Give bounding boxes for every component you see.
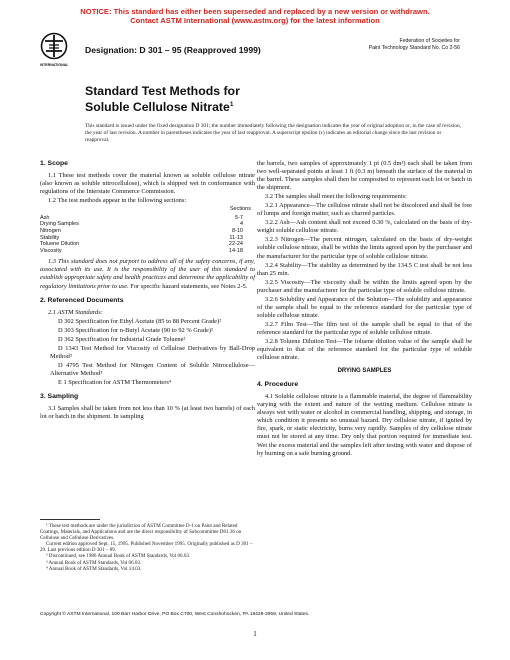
left-column: [40, 160, 255, 422]
paragraph-3-2-1: 3.2.1 Appearance—The cellulose nitrate shall not be discolored and shall be free of lumps and foreign matter, such as charred particles.: [257, 202, 472, 218]
section-number: 22-24: [228, 241, 243, 248]
title-line-1: Standard Test Methods for: [85, 84, 240, 98]
paragraph-4-1: 4.1 Soluble cellulose nitrate is a flammable material, the degree of flammability varying with the extent and nature of the wetting medium. Cellulose nitrate is always wet with water or alcohol in commercial handling, shipping, and storage, in which condition it presents no unusual hazard. Dry cellulose nitrate, if ignited by fire, spark, or static electricity, burns very rapidly. Samples of dry cellulose nitrate must not be stored at any time. Dry only that portion required for immediate test. Wet the excess material and the samples left after testing with water and dispose of by burning on a safe burning ground.: [257, 393, 472, 457]
section-sampling-heading: 3. Sampling: [40, 393, 79, 401]
reference-item: D 302 Specification for Ethyl Acetate (85 to 88 Percent Grade)²: [58, 317, 222, 325]
title-text: Soluble Cellulose Nitrate: [85, 100, 230, 115]
notice-line-1: NOTICE: This standard has either been superseded and replaced by a new version or withdrawn.: [80, 7, 430, 16]
federation-line-2: Paint Technology Standard No. Co 2-56: [368, 44, 460, 51]
footnote-item: ¹ These test methods are under the jurisdiction of ASTM Committee D-1 on Paint and Related Coatings, Materials, and Applications and are the direct responsibility of Subcommittee D01.36 on Cellulose and Cellulose Derivatives.: [40, 523, 242, 542]
section-name: Nitrogen: [40, 228, 61, 235]
designation: Designation: D 301 – 95 (Reapproved 1999): [85, 45, 261, 55]
footnote-item: Current edition approved Sept. 15, 1995. Published November 1995. Originally published as D 301 – 29. Last previous edition D 301 – 89.: [40, 541, 253, 554]
sections-row: [40, 228, 255, 235]
footnote-item: ² Discontinued, see 1986 Annual Book of ASTM Standards, Vol 06.03.: [46, 553, 191, 560]
section-number: 4: [239, 221, 243, 228]
footnote-item: ⁴ Annual Book of ASTM Standards, Vol 14.03.: [46, 565, 142, 572]
section-name: Stability: [40, 234, 60, 241]
section-number: 14-18: [228, 247, 243, 254]
reference-item: D 362 Specification for Industrial Grade Toluene²: [58, 335, 186, 343]
paragraph-3-1-continued: the barrels, two samples of approximately 1 pt (0.5 dm³) each shall be taken from two well-separated points at least 1 ft (0.3 m) beneath the surface of the material in the barrel. These samples shall then be composited to represent each lot or batch in the shipment.: [257, 160, 472, 192]
section-scope-heading: 1. Scope: [40, 160, 68, 167]
sections-row: [40, 241, 255, 248]
footnote-rule: [40, 519, 100, 520]
section-name: Ash: [40, 214, 50, 221]
sections-row: [40, 235, 255, 242]
section-number: 8-10: [231, 228, 243, 235]
paragraph-3-2-8: 3.2.8 Toluene Dilution Test—The toluene dilution value of the sample shall be equivalent to that of the reference standard for the particular type of soluble cellulose nitrate.: [257, 337, 472, 362]
paragraph-3-2-7: 3.2.7 Film Test—The film test of the sample shall be equal to that of the reference standard for the particular type of soluble cellulose nitrate.: [257, 320, 472, 336]
reference-item: D 303 Specification for n-Butyl Acetate (90 to 92 % Grade)²: [58, 326, 213, 334]
section-procedure-heading: 4. Procedure: [257, 381, 299, 389]
paragraph-2-1: 2.1 ASTM Standards:: [48, 308, 103, 316]
section-number: 5-7: [235, 214, 243, 221]
sections-table: [40, 206, 255, 254]
sections-row: [40, 248, 255, 255]
paragraph-3-2-5: 3.2.5 Viscosity—The viscosity shall be within the limits agreed upon by the purchaser and the manufacturer for the particular type of soluble cellulose nitrate.: [257, 278, 472, 294]
copyright-line: Copyright © ASTM International, 100 Barr Harbor Drive, PO Box C700, West Conshohocken, PA 19428-2959, United States.: [40, 612, 310, 617]
section-name: Toluene Dilution: [40, 241, 80, 248]
safety-tail: For specific hazard statements, see Notes 2-5.: [128, 282, 248, 290]
reference-item: D 1343 Test Method for Viscosity of Cellulose Derivatives by Ball-Drop Method³: [50, 344, 255, 360]
title-footnote-mark: 1: [229, 101, 234, 108]
notice-line-2: Contact ASTM International (www.astm.org) for the latest information: [130, 16, 380, 25]
drying-samples-heading: DRYING SAMPLES: [337, 368, 392, 375]
sections-header: Sections: [229, 206, 251, 213]
federation-note: [369, 38, 460, 51]
paragraph-3-2-3: 3.2.3 Nitrogen—The percent nitrogen, calculated on the basis of dry-weight soluble cellulose nitrate, shall be within the limits agreed upon by the purchaser and the manufacturer for the particular type of soluble cellulose nitrate.: [257, 236, 472, 260]
paragraph-3-1: 3.1 Samples shall be taken from not less than 10 % (at least two barrels) of each lot or batch in the shipment. In sampling: [40, 405, 255, 421]
sections-row: [40, 215, 255, 222]
section-number: 11-13: [229, 234, 243, 241]
title-line-2: [85, 98, 240, 114]
paragraph-3-2-4: 3.2.4 Stability—The stability as determined by the 134.5 C test shall be not less than 25 min.: [257, 261, 472, 277]
astm-logo: [40, 32, 68, 70]
section-name: Drying Samples: [40, 221, 79, 228]
paragraph-3-2-2: 3.2.2 Ash—Ash content shall not exceed 0.30 %, calculated on the basis of dry-weight soluble cellulose nitrate.: [257, 219, 472, 235]
footnotes: [40, 519, 255, 572]
withdrawal-notice: [0, 7, 510, 25]
right-column: [257, 160, 472, 459]
reference-item: E 1 Specification for ASTM Thermometers⁴: [58, 379, 172, 386]
federation-line-1: Federation of Societies for: [399, 38, 460, 44]
svg-text:INTERNATIONAL: INTERNATIONAL: [40, 63, 68, 67]
paragraph-3-2: 3.2 The samples shall meet the following requirements:: [265, 193, 407, 201]
reference-list: [40, 318, 255, 387]
document-title: [85, 84, 240, 114]
paragraph-1-3: [40, 258, 255, 290]
paragraph-1-2: 1.2 The test methods appear in the following sections:: [48, 197, 187, 205]
safety-statement: 1.3 This standard does not purport to address all of the safety concerns, if any, associated with its use. It is the responsibility of the user of this standard to establish appropriate safety and health practices and determine the applicability of regulatory limitations prior to use.: [40, 258, 255, 290]
page-number: 1: [253, 630, 257, 638]
sections-row: [40, 221, 255, 228]
reference-item: D 4795 Test Method for Nitrogen Content of Soluble Nitrocellulose—Alternative Method³: [50, 361, 255, 377]
section-name: Viscosity: [40, 247, 62, 254]
footnote-item: ³ Annual Book of ASTM Standards, Vol 06.03.: [46, 559, 142, 566]
issuance-note: This standard is issued under the fixed designation D 301; the number immediately following the designation indicates the year of original adoption or, in the case of revision, the year of last revision. A number in parentheses indicates the year of last reapproval. A superscript epsilon (ε) indicates an editorial change since the last revision or reapproval.: [85, 123, 461, 144]
paragraph-1-1: 1.1 These test methods cover the material known as soluble cellulose nitrate (also known as soluble nitrocellulose), which is shipped wet in conformance with regulations of the Interstate Commerce Commission.: [40, 172, 255, 196]
section-references-heading: 2. Referenced Documents: [40, 296, 124, 304]
paragraph-3-2-6: 3.2.6 Solubility and Appearance of the Solution—The solubility and appearance of the sample shall be equal to the reference standard for the particular type of soluble cellulose nitrate.: [257, 295, 472, 319]
